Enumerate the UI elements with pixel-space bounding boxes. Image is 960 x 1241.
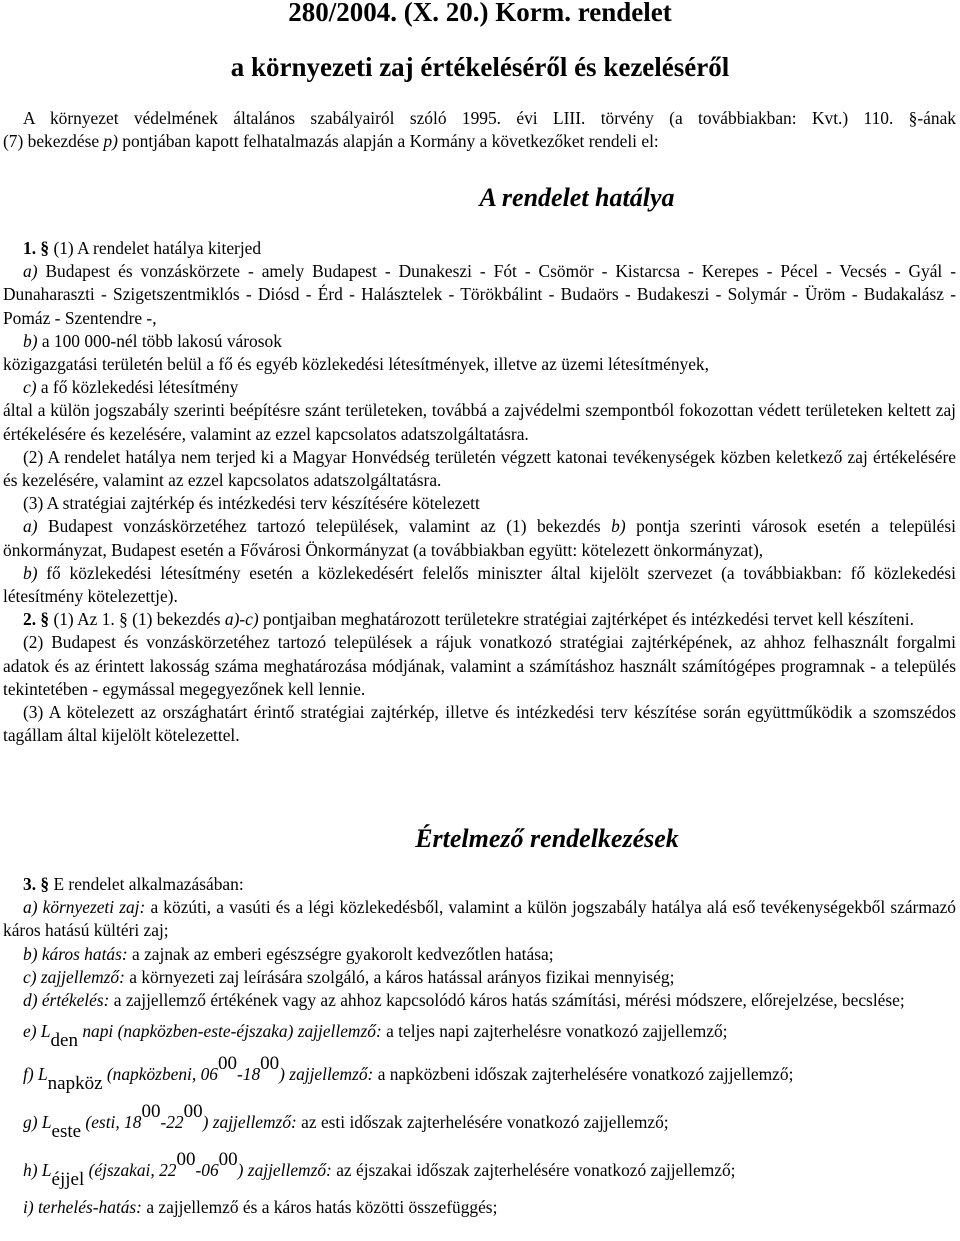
paragraph-1-1-b-cont: közigazgatási területén belül a fő és egyéb közlekedési létesítmények, illetve az üzemi létesítmények, [3,354,709,375]
preamble [3,107,956,153]
decree-title: 280/2004. (X. 20.) Korm. rendelet [288,0,672,27]
definition-d: d) értékelés: a zajjellemző értékének vagy az ahhoz kapcsolódó káros hatás számítási, mérési módszere, előrejelzése, becslése; [23,990,905,1011]
definition-c: c) zajjellemző: a környezeti zaj leírására szolgáló, a káros hatással arányos fizikai mennyiség; [23,966,675,987]
paragraph-1-1: 1. § (1) A rendelet hatálya kiterjed [23,238,262,258]
section-definitions [3,822,956,1219]
definition-i: i) terhelés-hatás: a zajjellemző és a káros hatás közötti összefüggés; [23,1197,498,1218]
paragraph-2-2: (2) Budapest és vonzáskörzetéhez tartozó települések a rájuk vonatkozó stratégiai zajtérképének, az ahhoz felhasznált forgalmi adatok és az érintett lakosság száma meghatározása módjának, valamint a számításhoz használt számítógépes programnak - a település tekintetében - egymással megegyezőnek kell lennie. [3,632,956,699]
section-scope [3,181,956,747]
definition-g: g) $L_{este}$ (esti, $18^{00}-22^{00}$) zajjellemző: az esti időszak zajterhelésére vonatkozó zajjellemző; [23,1101,669,1143]
preamble-line-1: A környezet védelmének általános szabályairól szóló 1995. évi LIII. törvény (a továbbiakban: Kvt.) 110. §-ának [23,108,956,128]
heading-scope: A rendelet hatálya [479,183,675,212]
heading-definitions: Értelmező rendelkezések [415,824,679,853]
paragraph-1-3-a: a) Budapest vonzáskörzetéhez tartozó települések, valamint az (1) bekezdés b) pontja szerinti városok esetén a települési önkormányzat, Budapest esetén a Fővárosi Önkormányzat (a továbbiakban együtt: kötelezett önkormányzat), [3,516,956,560]
paragraph-1-3: (3) A stratégiai zajtérkép és intézkedési terv készítésére kötelezett [23,493,480,514]
definition-a: a) környezeti zaj: a közúti, a vasúti és a légi közlekedésből, valamint a külön jogszabály hatálya alá eső tevékenységekből származó káros hatású kültéri zaj; [3,897,956,941]
definition-b: b) káros hatás: a zajnak az emberi egészségre gyakorolt kedvezőtlen hatása; [23,943,554,964]
definition-h: h) $L_{éjjel}$ (éjszakai, $22^{00}-06^{00}$) zajjellemző: az éjszakai időszak zajterhelésére vonatkozó zajjellemző; [23,1149,736,1191]
definition-f: f) $L_{napköz}$ (napközbeni, $06^{00}-18^{00}$) zajjellemző: a napközbeni időszak zajterhelésére vonatkozó zajjellemző; [23,1053,794,1095]
definition-e: e) $L_{den}$ napi (napközben-este-éjszaka) zajjellemző: a teljes napi zajterhelésre vonatkozó zajjellemző; [23,1021,728,1052]
paragraph-2-3: (3) A kötelezett az országhatárt érintő stratégiai zajtérkép, illetve és intézkedési terv készítése során együttműködik a szomszédos tagállam által kijelölt kötelezettel. [3,702,956,746]
paragraph-2-1: 2. § (1) Az 1. § (1) bekezdés a)-c) pontjaiban meghatározott területekre stratégiai zajtérképet és intézkedési tervet kell készíteni. [23,609,914,630]
paragraph-1-1-a: a) Budapest és vonzáskörzete - amely Budapest - Dunakeszi - Fót - Csömör - Kistarcsa - Kerepes - Pécel - Vecsés - Gyál - Dunaharaszti - Szigetszentmiklós - Diósd - Érd - Halásztelek - Törökbálint - Budaörs - Budakeszi - Solymár - Üröm - Budakalász - Pomáz - Szentendre -, [3,261,956,328]
decree-subtitle: a környezeti zaj értékeléséről és kezeléséről [230,52,730,82]
paragraph-1-1-b: b) a 100 000-nél több lakosú városok [23,330,282,351]
paragraph-1-2: (2) A rendelet hatálya nem terjed ki a Magyar Honvédség területén végzett katonai tevékenységek közben keletkező zaj értékelésére és kezelésére, valamint az ezzel kapcsolatos adatszolgáltatásra. [3,446,956,491]
paragraph-1-1-c-cont: által a külön jogszabály szerinti beépítésre szánt területeken, továbbá a zajvédelmi szempontból fokozottan védett területeken keltett zaj értékelésére és kezelésére, valamint az ezzel kapcsolatos adatszolgáltatásra. [3,400,956,444]
paragraph-1-3-b: b) fő közlekedési létesítmény esetén a közlekedésért felelős miniszter által kijelölt szervezet (a továbbiakban: fő közlekedési létesítmény kötelezettje). [3,562,956,607]
preamble-line-2: (7) bekezdése p) pontjában kapott felhatalmazás alapján a Kormány a következőket rendeli el: [3,131,659,152]
paragraph-3: 3. § E rendelet alkalmazásában: [23,874,244,894]
paragraph-1-1-c: c) a fő közlekedési létesítmény [23,377,239,398]
